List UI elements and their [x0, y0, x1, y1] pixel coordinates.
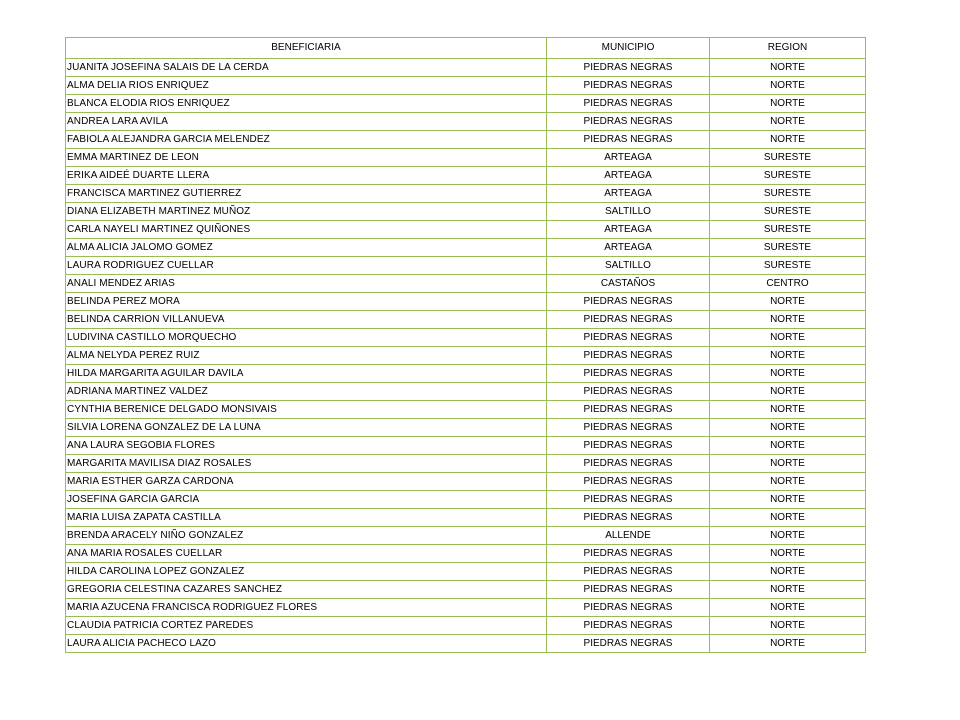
table-row: [66, 311, 866, 329]
cell-region: NORTE: [710, 491, 866, 509]
cell-beneficiaria: BLANCA ELODIA RIOS ENRIQUEZ: [66, 95, 547, 113]
column-header-municipio: MUNICIPIO: [547, 38, 710, 59]
cell-municipio: PIEDRAS NEGRAS: [547, 545, 710, 563]
table-row: [66, 635, 866, 653]
cell-municipio: PIEDRAS NEGRAS: [547, 365, 710, 383]
cell-beneficiaria: LUDIVINA CASTILLO MORQUECHO: [66, 329, 547, 347]
cell-beneficiaria: SILVIA LORENA GONZALEZ DE LA LUNA: [66, 419, 547, 437]
cell-beneficiaria: ANALI MENDEZ ARIAS: [66, 275, 547, 293]
cell-beneficiaria: ADRIANA MARTINEZ VALDEZ: [66, 383, 547, 401]
cell-municipio: PIEDRAS NEGRAS: [547, 113, 710, 131]
cell-region: NORTE: [710, 95, 866, 113]
cell-region: NORTE: [710, 347, 866, 365]
cell-beneficiaria: MARIA ESTHER GARZA CARDONA: [66, 473, 547, 491]
table-row: [66, 95, 866, 113]
table-row: [66, 365, 866, 383]
cell-beneficiaria: ALMA DELIA RIOS ENRIQUEZ: [66, 77, 547, 95]
beneficiaries-sheet: [65, 37, 865, 653]
table-row: [66, 491, 866, 509]
cell-municipio: PIEDRAS NEGRAS: [547, 599, 710, 617]
cell-region: NORTE: [710, 329, 866, 347]
table-row: [66, 275, 866, 293]
cell-municipio: PIEDRAS NEGRAS: [547, 347, 710, 365]
cell-municipio: CASTAÑOS: [547, 275, 710, 293]
cell-municipio: PIEDRAS NEGRAS: [547, 311, 710, 329]
cell-beneficiaria: ANA MARIA ROSALES CUELLAR: [66, 545, 547, 563]
cell-municipio: ARTEAGA: [547, 149, 710, 167]
table-header: [66, 38, 866, 59]
cell-municipio: ARTEAGA: [547, 239, 710, 257]
cell-municipio: PIEDRAS NEGRAS: [547, 617, 710, 635]
cell-region: NORTE: [710, 581, 866, 599]
cell-beneficiaria: HILDA MARGARITA AGUILAR DAVILA: [66, 365, 547, 383]
table-row: [66, 77, 866, 95]
cell-beneficiaria: EMMA MARTINEZ DE LEON: [66, 149, 547, 167]
cell-municipio: PIEDRAS NEGRAS: [547, 383, 710, 401]
cell-beneficiaria: MARIA AZUCENA FRANCISCA RODRIGUEZ FLORES: [66, 599, 547, 617]
table-row: [66, 131, 866, 149]
cell-region: SURESTE: [710, 203, 866, 221]
table-row: [66, 185, 866, 203]
cell-municipio: PIEDRAS NEGRAS: [547, 77, 710, 95]
cell-municipio: PIEDRAS NEGRAS: [547, 131, 710, 149]
cell-region: NORTE: [710, 527, 866, 545]
table-row: [66, 203, 866, 221]
cell-region: NORTE: [710, 599, 866, 617]
cell-municipio: PIEDRAS NEGRAS: [547, 293, 710, 311]
cell-region: NORTE: [710, 293, 866, 311]
cell-beneficiaria: JOSEFINA GARCIA GARCIA: [66, 491, 547, 509]
table-row: [66, 473, 866, 491]
cell-region: NORTE: [710, 617, 866, 635]
table-row: [66, 401, 866, 419]
cell-municipio: PIEDRAS NEGRAS: [547, 437, 710, 455]
table-row: [66, 59, 866, 77]
cell-municipio: PIEDRAS NEGRAS: [547, 635, 710, 653]
cell-beneficiaria: BRENDA ARACELY NIÑO GONZALEZ: [66, 527, 547, 545]
cell-region: SURESTE: [710, 221, 866, 239]
table-row: [66, 221, 866, 239]
table-row: [66, 257, 866, 275]
cell-region: SURESTE: [710, 239, 866, 257]
cell-region: NORTE: [710, 311, 866, 329]
cell-municipio: PIEDRAS NEGRAS: [547, 59, 710, 77]
table-row: [66, 455, 866, 473]
cell-beneficiaria: MARGARITA MAVILISA DIAZ ROSALES: [66, 455, 547, 473]
cell-beneficiaria: ANA LAURA SEGOBIA FLORES: [66, 437, 547, 455]
cell-region: NORTE: [710, 419, 866, 437]
table-row: [66, 527, 866, 545]
cell-beneficiaria: GREGORIA CELESTINA CAZARES SANCHEZ: [66, 581, 547, 599]
cell-municipio: PIEDRAS NEGRAS: [547, 95, 710, 113]
cell-municipio: ARTEAGA: [547, 221, 710, 239]
cell-region: NORTE: [710, 365, 866, 383]
cell-beneficiaria: HILDA CAROLINA LOPEZ GONZALEZ: [66, 563, 547, 581]
table-row: [66, 419, 866, 437]
table-row: [66, 437, 866, 455]
cell-beneficiaria: MARIA LUISA ZAPATA CASTILLA: [66, 509, 547, 527]
cell-beneficiaria: BELINDA CARRION VILLANUEVA: [66, 311, 547, 329]
column-header-region: REGION: [710, 38, 866, 59]
cell-region: NORTE: [710, 401, 866, 419]
table-row: [66, 149, 866, 167]
cell-region: NORTE: [710, 59, 866, 77]
cell-municipio: ARTEAGA: [547, 185, 710, 203]
table-row: [66, 545, 866, 563]
cell-municipio: PIEDRAS NEGRAS: [547, 419, 710, 437]
cell-municipio: SALTILLO: [547, 203, 710, 221]
cell-beneficiaria: ALMA NELYDA PEREZ RUIZ: [66, 347, 547, 365]
cell-municipio: ARTEAGA: [547, 167, 710, 185]
table-row: [66, 329, 866, 347]
cell-beneficiaria: DIANA ELIZABETH MARTINEZ MUÑOZ: [66, 203, 547, 221]
table-row: [66, 617, 866, 635]
table-row: [66, 113, 866, 131]
cell-beneficiaria: ANDREA LARA AVILA: [66, 113, 547, 131]
table-row: [66, 293, 866, 311]
cell-beneficiaria: LAURA ALICIA PACHECO LAZO: [66, 635, 547, 653]
cell-municipio: PIEDRAS NEGRAS: [547, 401, 710, 419]
cell-region: CENTRO: [710, 275, 866, 293]
cell-region: NORTE: [710, 383, 866, 401]
cell-beneficiaria: FRANCISCA MARTINEZ GUTIERREZ: [66, 185, 547, 203]
cell-beneficiaria: LAURA RODRIGUEZ CUELLAR: [66, 257, 547, 275]
table-row: [66, 563, 866, 581]
cell-municipio: PIEDRAS NEGRAS: [547, 329, 710, 347]
cell-beneficiaria: FABIOLA ALEJANDRA GARCIA MELENDEZ: [66, 131, 547, 149]
header-row: [66, 38, 866, 59]
cell-region: SURESTE: [710, 185, 866, 203]
table-body: [66, 59, 866, 653]
cell-region: NORTE: [710, 545, 866, 563]
cell-region: NORTE: [710, 473, 866, 491]
table-row: [66, 599, 866, 617]
cell-beneficiaria: CARLA NAYELI MARTINEZ QUIÑONES: [66, 221, 547, 239]
cell-beneficiaria: CYNTHIA BERENICE DELGADO MONSIVAIS: [66, 401, 547, 419]
table-row: [66, 581, 866, 599]
cell-municipio: PIEDRAS NEGRAS: [547, 563, 710, 581]
table-row: [66, 167, 866, 185]
cell-region: SURESTE: [710, 257, 866, 275]
cell-region: SURESTE: [710, 167, 866, 185]
cell-beneficiaria: JUANITA JOSEFINA SALAIS DE LA CERDA: [66, 59, 547, 77]
cell-region: NORTE: [710, 113, 866, 131]
table-row: [66, 239, 866, 257]
cell-region: NORTE: [710, 131, 866, 149]
cell-region: NORTE: [710, 455, 866, 473]
cell-region: NORTE: [710, 77, 866, 95]
cell-region: NORTE: [710, 509, 866, 527]
beneficiaries-table: [65, 37, 866, 653]
table-row: [66, 383, 866, 401]
column-header-beneficiaria: BENEFICIARIA: [66, 38, 547, 59]
cell-region: NORTE: [710, 437, 866, 455]
cell-municipio: PIEDRAS NEGRAS: [547, 455, 710, 473]
table-row: [66, 509, 866, 527]
cell-municipio: PIEDRAS NEGRAS: [547, 581, 710, 599]
cell-region: NORTE: [710, 563, 866, 581]
cell-municipio: PIEDRAS NEGRAS: [547, 491, 710, 509]
cell-beneficiaria: ERIKA AIDEÉ DUARTE LLERA: [66, 167, 547, 185]
cell-beneficiaria: BELINDA PEREZ MORA: [66, 293, 547, 311]
cell-beneficiaria: CLAUDIA PATRICIA CORTEZ PAREDES: [66, 617, 547, 635]
cell-beneficiaria: ALMA ALICIA JALOMO GOMEZ: [66, 239, 547, 257]
cell-municipio: SALTILLO: [547, 257, 710, 275]
cell-region: SURESTE: [710, 149, 866, 167]
table-row: [66, 347, 866, 365]
cell-municipio: PIEDRAS NEGRAS: [547, 473, 710, 491]
cell-region: NORTE: [710, 635, 866, 653]
cell-municipio: PIEDRAS NEGRAS: [547, 509, 710, 527]
cell-municipio: ALLENDE: [547, 527, 710, 545]
